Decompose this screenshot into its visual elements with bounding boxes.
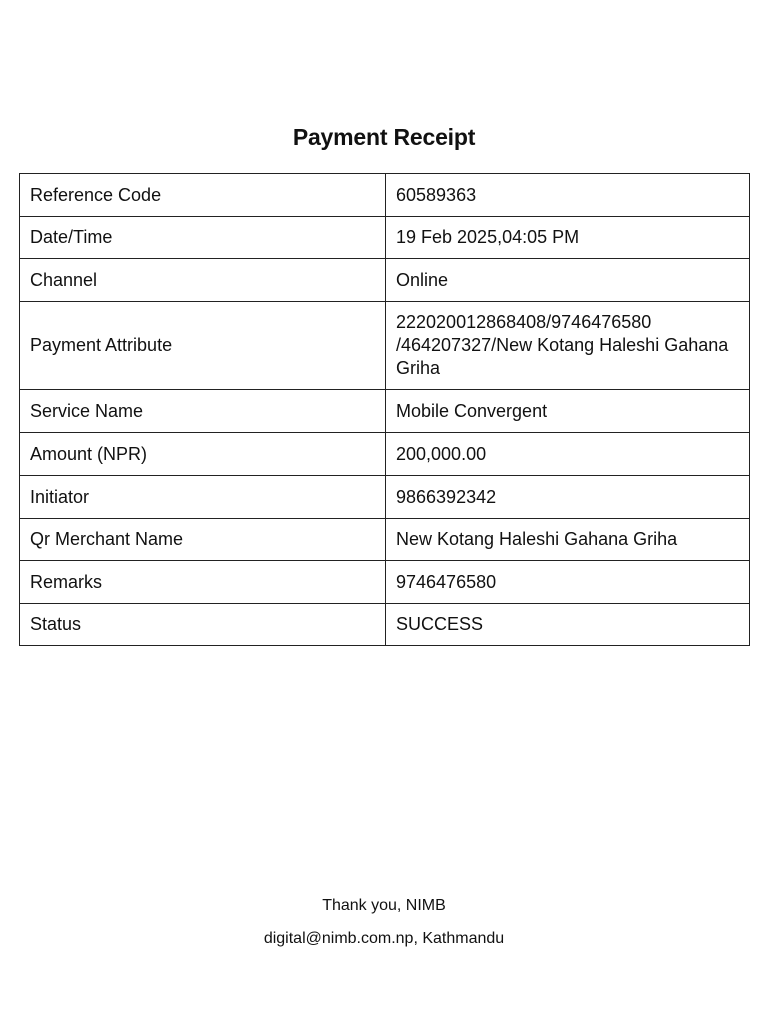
reference-code-label: Reference Code (20, 174, 386, 217)
reference-code-value: 60589363 (386, 174, 750, 217)
amount-label: Amount (NPR) (20, 433, 386, 476)
service-name-value: Mobile Convergent (386, 390, 750, 433)
table-row (20, 476, 750, 519)
date-time-label: Date/Time (20, 217, 386, 259)
status-label: Status (20, 604, 386, 646)
amount-value: 200,000.00 (386, 433, 750, 476)
contact-info: digital@nimb.com.np, Kathmandu (263, 930, 505, 947)
qr-merchant-name-label: Qr Merchant Name (20, 519, 386, 561)
table-row (20, 259, 750, 302)
table-row (20, 433, 750, 476)
service-name-label: Service Name (20, 390, 386, 433)
qr-merchant-name-value: New Kotang Haleshi Gahana Griha (386, 519, 750, 561)
remarks-value: 9746476580 (386, 561, 750, 604)
table-row (20, 519, 750, 561)
date-time-value: 19 Feb 2025,04:05 PM (386, 217, 750, 259)
table-row (20, 390, 750, 433)
thank-you-note: Thank you, NIMB (322, 897, 446, 914)
initiator-label: Initiator (20, 476, 386, 519)
table-row (20, 174, 750, 217)
table-row (20, 302, 750, 390)
remarks-label: Remarks (20, 561, 386, 604)
initiator-value: 9866392342 (386, 476, 750, 519)
status-value: SUCCESS (386, 604, 750, 646)
channel-label: Channel (20, 259, 386, 302)
payment-attribute-value: 222020012868408/9746476580 /464207327/New Kotang Haleshi Gahana Griha (386, 302, 750, 390)
receipt-table (19, 173, 750, 646)
table-row (20, 561, 750, 604)
table-row (20, 604, 750, 646)
receipt-title: Payment Receipt (292, 124, 476, 150)
payment-attribute-label: Payment Attribute (20, 302, 386, 390)
channel-value: Online (386, 259, 750, 302)
table-row (20, 217, 750, 259)
